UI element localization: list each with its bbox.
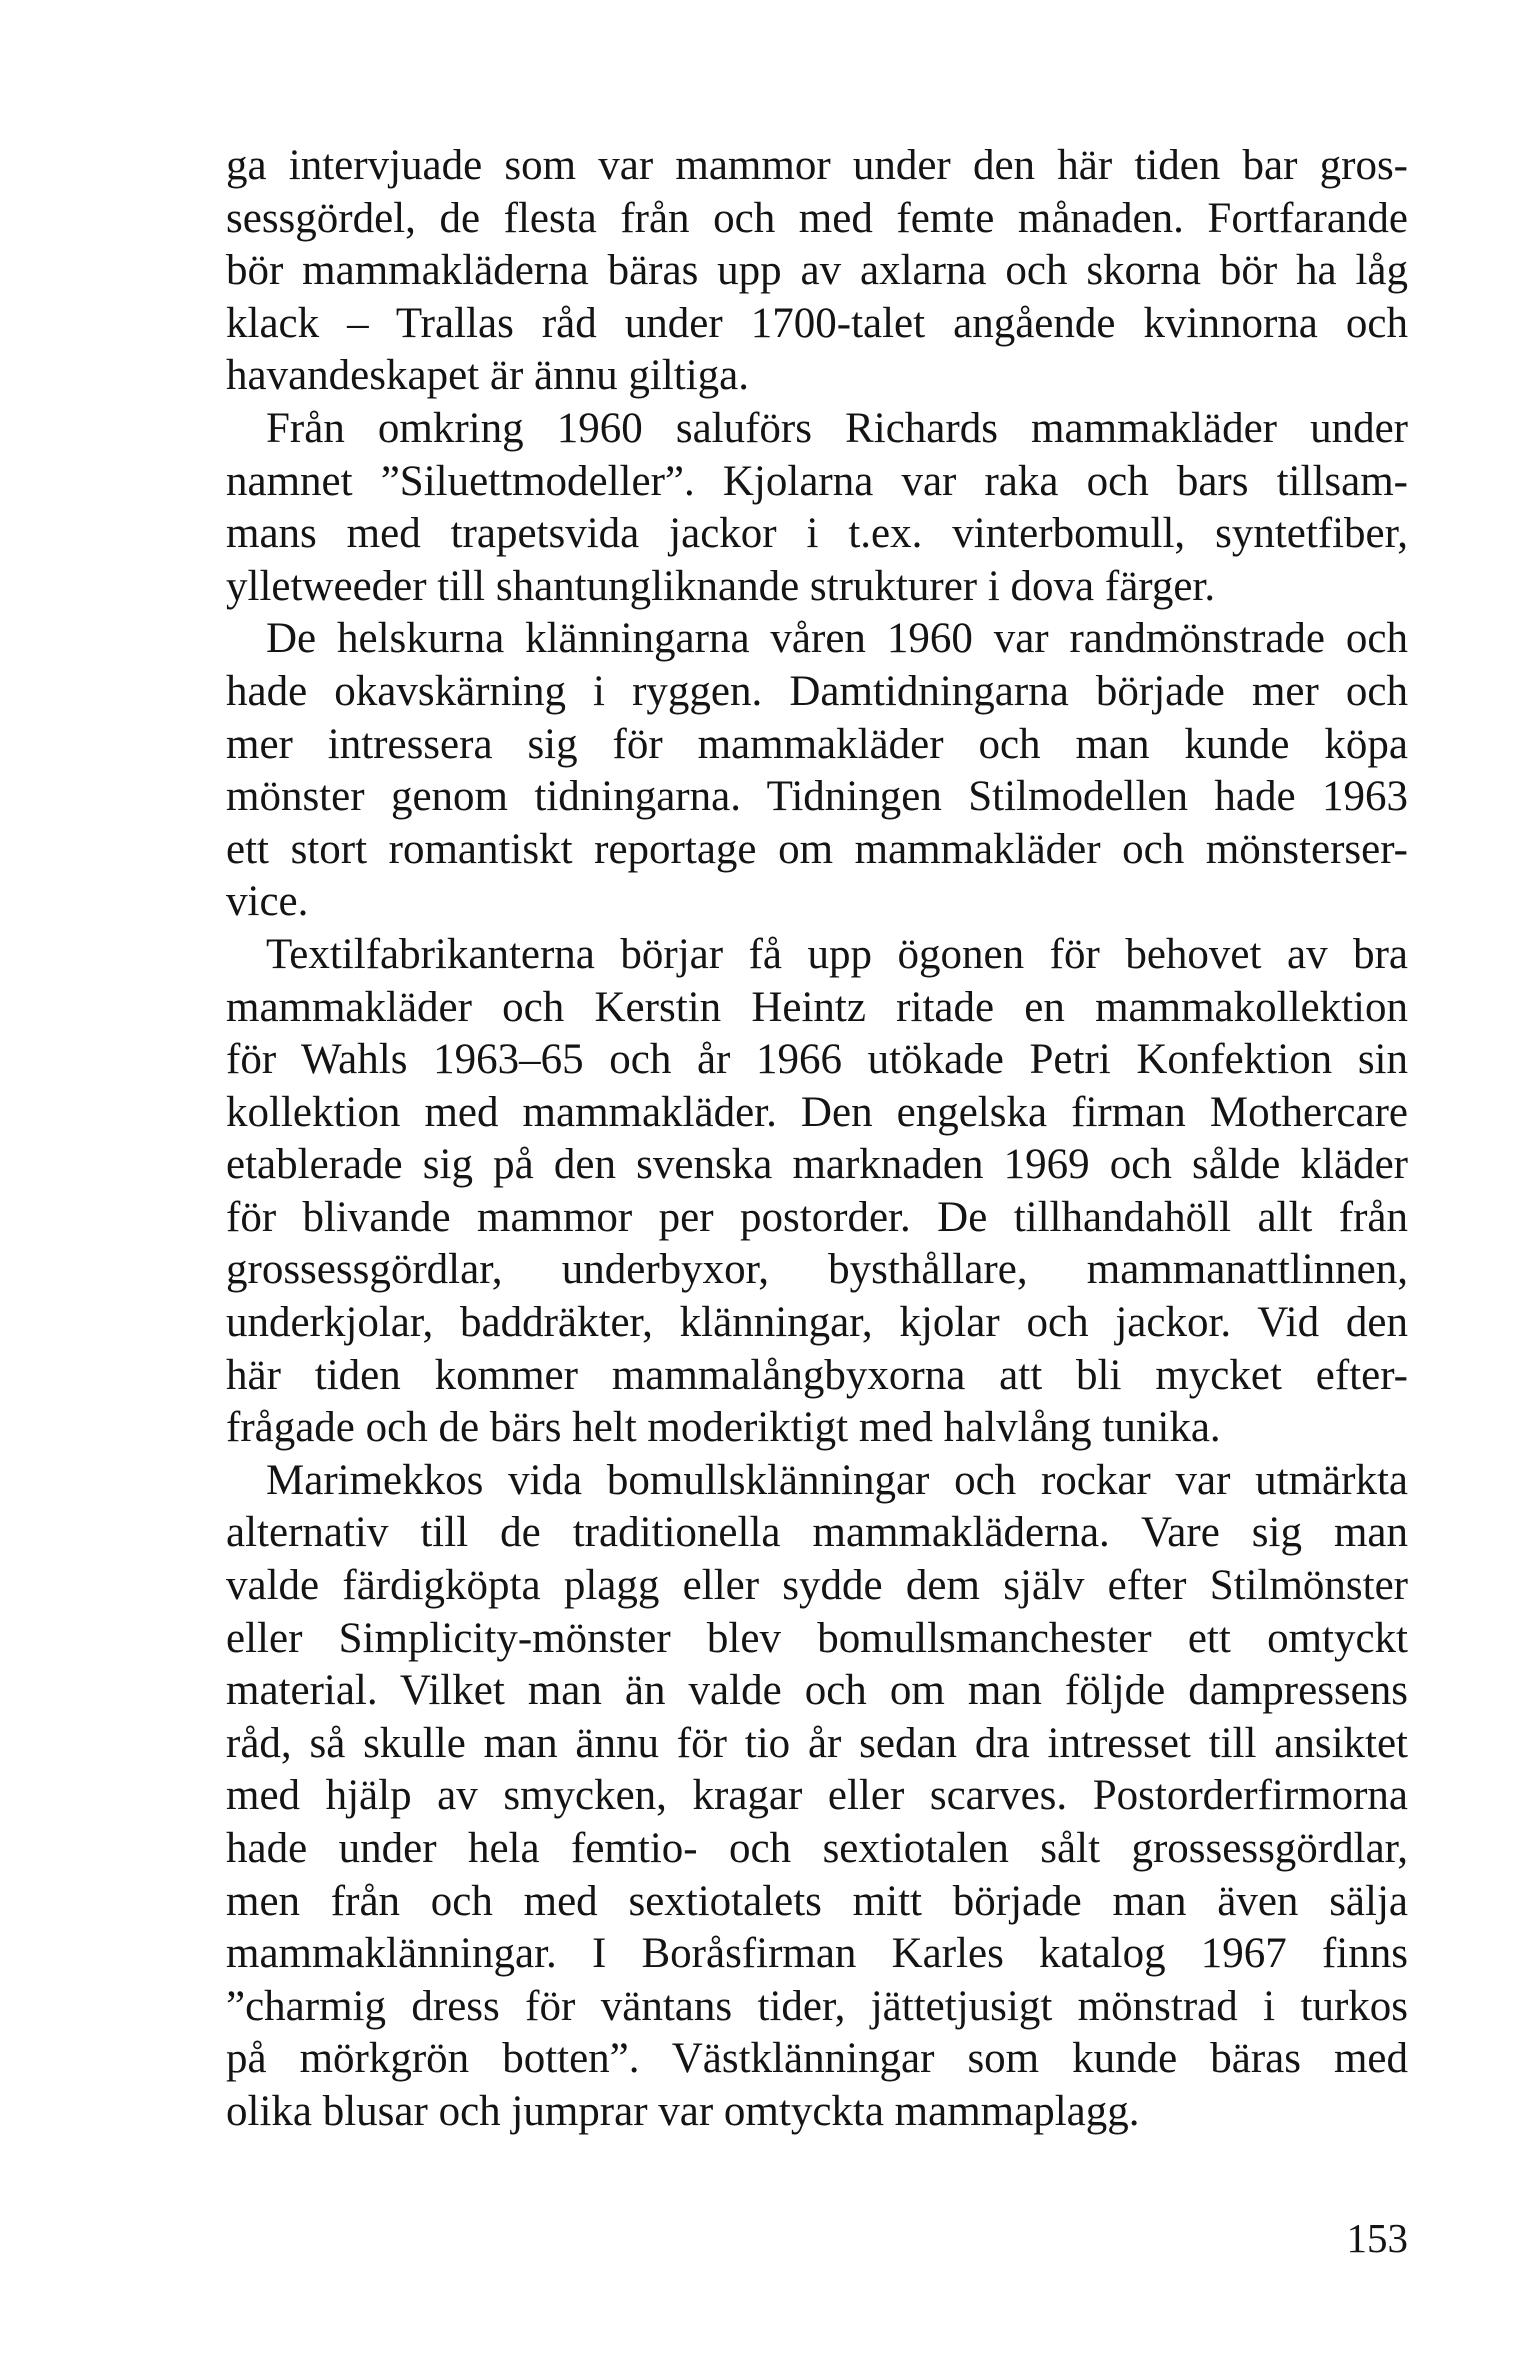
text-line: mönster genom tidningarna. Tidningen Stilmodellen hade 1963 [226, 773, 1408, 821]
text-line: underkjolar, baddräkter, klänningar, kjolar och jackor. Vid den [226, 1299, 1408, 1347]
text-line: ylletweeder till shantungliknande strukturer i dova färger. [226, 562, 1216, 610]
text-line: mer intressera sig för mammakläder och man kunde köpa [226, 720, 1408, 768]
text-line: eller Simplicity-mönster blev bomullsmanchester ett omtyckt [226, 1614, 1408, 1662]
page-number: 153 [1346, 2215, 1408, 2261]
text-line: men från och med sextiotalets mitt började man även sälja [226, 1877, 1408, 1925]
text-line: grossessgördlar, underbyxor, bysthållare, mammanattlinnen, [226, 1246, 1408, 1294]
text-line: ett stort romantiskt reportage om mammakläder och mönsterser- [226, 825, 1408, 873]
text-line: ga intervjuade som var mammor under den här tiden bar gros- [226, 142, 1408, 189]
text-line: Textilfabrikanterna börjar få upp ögonen för behovet av bra [266, 930, 1408, 978]
text-line: Från omkring 1960 saluförs Richards mammakläder under [266, 404, 1408, 452]
text-line: Marimekkos vida bomullsklänningar och rockar var utmärkta [266, 1456, 1408, 1504]
text-line: här tiden kommer mammalångbyxorna att bli mycket efter- [226, 1351, 1408, 1399]
body-text [226, 140, 1408, 2139]
text-line: material. Vilket man än valde och om man följde dampressens [226, 1667, 1408, 1715]
text-line: mammaklänningar. I Boråsfirman Karles katalog 1967 finns [226, 1930, 1408, 1978]
text-line: hade okavskärning i ryggen. Damtidningarna började mer och [226, 667, 1408, 715]
text-line: valde färdigköpta plagg eller sydde dem själv efter Stilmönster [226, 1562, 1408, 1610]
text-line: hade under hela femtio- och sextiotalen sålt grossessgördlar, [226, 1825, 1408, 1872]
text-line: frågade och de bärs helt moderiktigt med halvlång tunika. [226, 1404, 1221, 1452]
text-line: råd, så skulle man ännu för tio år sedan dra intresset till ansiktet [226, 1719, 1408, 1767]
text-line: De helskurna klänningarna våren 1960 var randmönstrade och [266, 615, 1408, 663]
text-line: olika blusar och jumprar var omtyckta mammaplagg. [226, 2087, 1140, 2135]
text-line: namnet ”Siluettmodeller”. Kjolarna var raka och bars tillsam- [226, 457, 1408, 505]
text-line: havandeskapet är ännu giltiga. [226, 352, 749, 400]
text-line: sessgördel, de flesta från och med femte månaden. Fortfarande [226, 194, 1408, 242]
text-line: för blivande mammor per postorder. De tillhandahöll allt från [226, 1193, 1408, 1241]
text-line: mammakläder och Kerstin Heintz ritade en mammakollektion [226, 983, 1408, 1031]
text-line: på mörkgrön botten”. Västklänningar som kunde bäras med [226, 2035, 1408, 2083]
text-line: med hjälp av smycken, kragar eller scarves. Postorderfirmorna [226, 1772, 1408, 1820]
text-line: klack – Trallas råd under 1700-talet angående kvinnorna och [226, 299, 1408, 347]
text-line: etablerade sig på den svenska marknaden 1969 och sålde kläder [226, 1141, 1408, 1189]
text-line: alternativ till de traditionella mammakläderna. Vare sig man [226, 1509, 1408, 1557]
text-line: kollektion med mammakläder. Den engelska firman Mothercare [226, 1088, 1408, 1136]
text-line: ”charmig dress för väntans tider, jättetjusigt mönstrad i turkos [226, 1982, 1408, 2030]
text-line: vice. [226, 878, 309, 926]
text-line: bör mammakläderna bäras upp av axlarna och skorna bör ha låg [226, 247, 1408, 295]
text-line: för Wahls 1963–65 och år 1966 utökade Petri Konfektion sin [226, 1036, 1408, 1084]
text-line: mans med trapetsvida jackor i t.ex. vinterbomull, syntetfiber, [226, 510, 1408, 558]
